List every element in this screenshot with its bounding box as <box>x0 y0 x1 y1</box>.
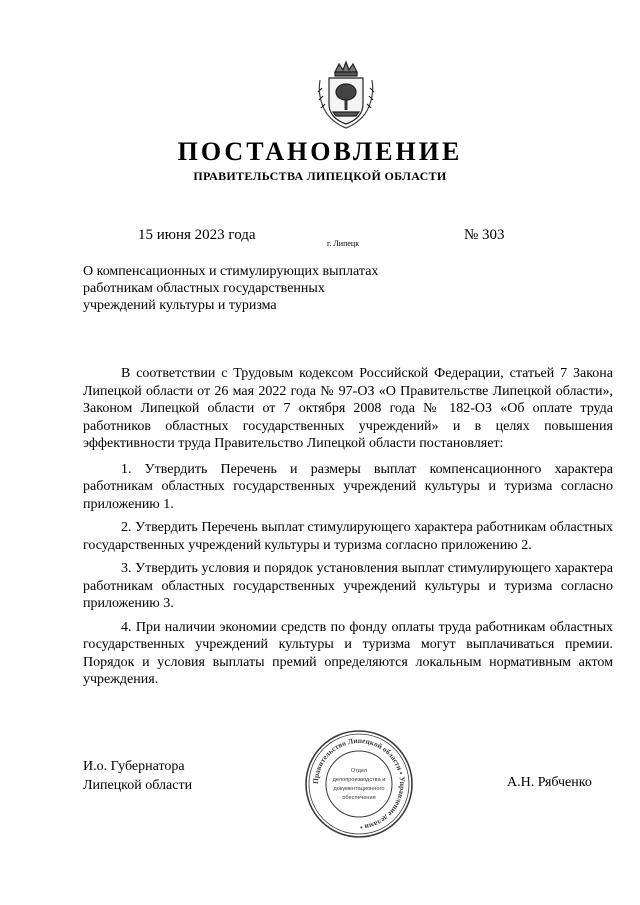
signer-position <box>83 757 192 795</box>
document-body <box>83 365 613 695</box>
signer-name: А.Н. Рябченко <box>507 775 592 790</box>
signer-position-line: И.о. Губернатора <box>83 759 185 774</box>
issuing-authority: ПРАВИТЕЛЬСТВА ЛИПЕЦКОЙ ОБЛАСТИ <box>193 169 447 183</box>
stamp-ring-text: Правительство Липецкой области • Управление делами • <box>310 735 408 833</box>
document-number: № 303 <box>464 227 505 243</box>
document-date: 15 июня 2023 года <box>138 227 256 243</box>
stamp-center-line: документационного <box>333 786 385 792</box>
subject-line: О компенсационных и стимулирующих выплатах <box>83 264 379 279</box>
signer-position-line: Липецкой области <box>83 778 193 793</box>
stamp-center-line: Отдел <box>350 768 368 774</box>
stamp-center-line: делопроизводства и <box>332 777 386 783</box>
resolution-item: 3. Утвердить условия и порядок установления выплат стимулирующего характера работникам областных государственных учреждений культуры и туризма согласно приложению 3. <box>83 561 613 611</box>
stamp-center-line: обеспечения <box>342 795 376 801</box>
resolution-item: 4. При наличии экономии средств по фонду оплаты труда работникам областных государственных учреждений культуры и туризма могут выплачиваться премии. Порядок и условия выплаты премий определяются локальным нормативным актом учреждения. <box>83 619 613 687</box>
subject-line: учреждений культуры и туризма <box>83 298 277 313</box>
resolution-item: 2. Утвердить Перечень выплат стимулирующего характера работникам областных государственных учреждений культуры и туризма согласно приложению 2. <box>83 520 613 553</box>
subject-line: работникам областных государственных <box>83 281 325 296</box>
document-subject <box>83 263 403 314</box>
document-title: ПОСТАНОВЛЕНИЕ <box>177 137 463 166</box>
svg-text:Правительство Липецкой области <box>311 736 407 832</box>
official-stamp <box>303 728 415 840</box>
document-city: г. Липецк <box>327 239 360 248</box>
preamble-paragraph: В соответствии с Трудовым кодексом Российской Федерации, статьей 7 Закона Липецкой области от 26 мая 2022 года № 97-ОЗ «О Правительстве Липецкой области», Законом Липецкой области от 7 октября 2008 года № 182-ОЗ «Об оплате труда работников областных государственных учреждений» и в целях повышения эффективности труда Правительство Липецкой области постановляет: <box>83 366 613 451</box>
lipetsk-coat-of-arms-icon <box>315 58 377 130</box>
resolution-item: 1. Утвердить Перечень и размеры выплат компенсационного характера работникам областных государственных учреждений культуры и туризма согласно приложению 1. <box>83 461 613 512</box>
